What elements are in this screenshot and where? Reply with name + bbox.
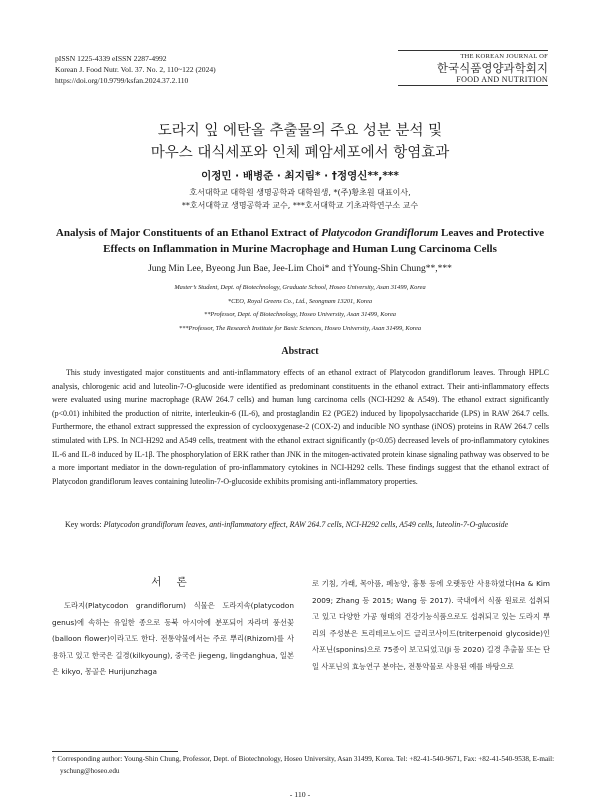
journal-citation: Korean J. Food Nutr. Vol. 37. No. 2, 110~122 (2024) [55, 65, 216, 74]
korean-title-line: 도라지 잎 에탄올 추출물의 주요 성분 분석 및 [157, 123, 443, 139]
footnote-divider [52, 751, 178, 752]
journal-name-en-bottom: FOOD AND NUTRITION [398, 75, 548, 86]
english-affiliations [0, 281, 600, 335]
korean-affiliations [0, 186, 600, 212]
corresponding-author-footnote: † Corresponding author: Young-Shin Chung, Professor, Dept. of Biotechnology, Hoseo University, Asan 31499, Korea. Tel: +82-41-540-9671, Fax: +82-41-540-9538, E-mail: yschung@hoseo.edu [52, 755, 555, 775]
english-title-part: Leaves and Protective Effects on Inflammation in Murine Macrophage and Human Lung Carcinoma Cells [103, 227, 545, 255]
journal-name-en-top: THE KOREAN JOURNAL OF [398, 50, 548, 60]
english-affiliation-line: *CEO, Royal Greens Co., Ltd., Seongnam 13201, Korea [227, 297, 373, 305]
intro-column-left: 도라지(Platycodon grandiflorum) 식물은 도라지속(platycodon genus)에 속하는 유일한 종으로 동북 아시아에 분포되어 자라며 풍선꽃(balloon flower)이라고도 한다. 전통약물에서는 주로 뿌리(Rhizom)를 사용하고 있고 한국은 길경(kilkyoung), 중국은 jiegeng, lingdanghua, 일본은 kikyo, 몽골은 Hurijunzhaga [52, 601, 294, 676]
english-title-part: Analysis of Major Constituents of an Ethanol Extract of [55, 227, 322, 239]
keywords-label: Key words: [65, 520, 102, 529]
korean-affiliation-line: **호서대학교 생명공학과 교수, ***호서대학교 기초과학연구소 교수 [181, 201, 419, 210]
doi-link[interactable]: https://doi.org/10.9799/ksfan.2024.37.2.110 [55, 76, 189, 85]
section-heading-introduction: 서 론 [151, 576, 193, 588]
keywords-list: Platycodon grandiflorum leaves, anti-inflammatory effect, RAW 264.7 cells, NCI-H292 cells, A549 cells, luteolin-7-O-glucoside [103, 520, 509, 529]
page-number: - 110 - [289, 790, 311, 799]
english-title-species: Platycodon Grandiflorum [321, 227, 439, 239]
abstract-body: This study investigated major constituents and anti-inflammatory effects of an ethanol extract of Platycodon grandiflorum leaves. Through HPLC analysis, chlorogenic acid and luteolin-7-O-glucoside were identified as predominant constituents in the ethanol extract. Their anti-inflammatory effects were evaluated using murine macrophage (RAW 264.7 cells) and human lung carcinoma cells (NCI-H292 & A549). The ethanol extract significantly (p<0.01) inhibited the production of nitrite, interleukin-6 (IL-6), and prostaglandin E2 (PGE2) induced by lipopolysaccharide (LPS) in RAW 264.7 cells. Furthermore, the ethanol extract suppressed the expression of cyclooxygenase-2 (COX-2) and inducible NO synthase (iNOS) proteins in RAW 264.7 cells stimulated with LPS. In NCI-H292 and A549 cells, treatment with the ethanol extract significantly (p<0.05) decreased levels of pro-inflammatory cytokines IL-6 and IL-8 induced by IL-1β. The phosphorylation of ERK rather than JNK in the mitogen-activated protein kinase signaling pathway was observed to be a more important mediator in the down-regulation of pro-inflammatory cytokines in NCI-H292 cells. These findings suggest that the ethanol extract of Platycodon grandiflorum leaves containing luteolin-7-O-glucoside exhibits promising anti-inflammatory properties. [52, 368, 549, 486]
abstract-heading: Abstract [281, 346, 319, 357]
intro-column-right: 로 기침, 가래, 목아픔, 폐농양, 흉통 등에 오랫동안 사용하였다(Ha & Kim 2009; Zhang 등 2015; Wang 등 2017). 국내에서 식품 원료로 섭취되고 있고 다양한 가공 형태의 건강기능식품으로도 섭취되고 있는 도라지 뿌리의 주성분은 트리테르노이드 글리코사이드(triterpenoid glycoside)인 사포닌(sponins)으로 75종이 보고되었고(Ji 등 2020) 길경 추출물 또는 단일 사포닌의 효능연구 분야는, 전통약물로 사용된 예를 바탕으로 [312, 579, 550, 671]
keywords [65, 518, 599, 532]
english-affiliation-line: **Professor, Dept. of Biotechnology, Hoseo University, Asan 31499, Korea [204, 311, 396, 319]
english-title [45, 225, 555, 257]
citation-block [55, 53, 216, 86]
korean-title-line: 마우스 대식세포와 인체 폐암세포에서 항염효과 [150, 145, 450, 161]
journal-name-ko: 한국식품영양과학회지 [436, 61, 548, 75]
korean-affiliation-line: 호서대학교 대학원 생명공학과 대학원생, *(주)황초원 대표이사, [189, 188, 411, 197]
journal-logo [398, 50, 548, 86]
korean-title [0, 120, 600, 164]
issn-line: pISSN 1225-4339 eISSN 2287-4992 [55, 54, 167, 63]
english-affiliation-line: Master’s Student, Dept. of Biotechnology, Graduate School, Hoseo University, Asan 31499, Korea [174, 284, 426, 291]
english-authors: Jung Min Lee, Byeong Jun Bae, Jee-Lim Choi* and †Young-Shin Chung**,*** [148, 264, 452, 274]
english-affiliation-line: ***Professor, The Research Institute for Basic Sciences, Hoseo University, Asan 31499, Korea [178, 324, 422, 332]
korean-authors: 이정민 · 배병준 · 최지림* · †정영신**,*** [201, 170, 399, 182]
